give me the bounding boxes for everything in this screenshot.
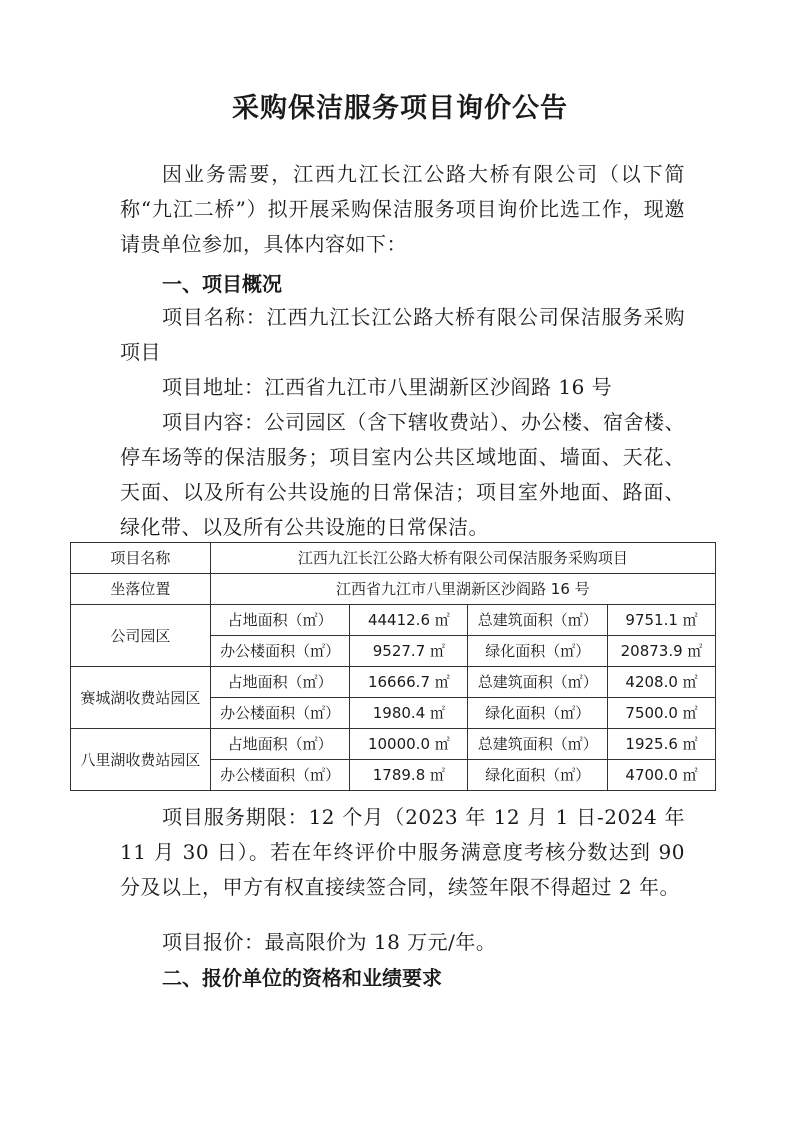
table-cell: 办公楼面积（㎡） <box>210 698 350 729</box>
table-cell: 江西九江长江公路大桥有限公司保洁服务采购项目 <box>210 543 715 574</box>
table-cell: 16666.7 ㎡ <box>350 667 468 698</box>
table-cell: 占地面积（㎡） <box>210 605 350 636</box>
table-cell: 公司园区 <box>71 605 211 667</box>
intro-paragraph: 因业务需要，江西九江长江公路大桥有限公司（以下简称“九江二桥”）拟开展采购保洁服务项目询价比选工作，现邀请贵单位参加，具体内容如下： <box>120 162 685 256</box>
table-cell: 7500.0 ㎡ <box>608 698 716 729</box>
table-cell: 项目名称 <box>71 543 211 574</box>
table-cell: 办公楼面积（㎡） <box>210 760 350 791</box>
table-row <box>71 729 716 760</box>
table-cell: 9527.7 ㎡ <box>350 636 468 667</box>
table-cell: 20873.9 ㎡ <box>608 636 716 667</box>
table-cell: 办公楼面积（㎡） <box>210 636 350 667</box>
project-info-table <box>70 542 716 791</box>
table-cell: 44412.6 ㎡ <box>350 605 468 636</box>
table-row <box>71 667 716 698</box>
table-cell: 绿化面积（㎡） <box>468 760 608 791</box>
table-cell: 坐落位置 <box>71 574 211 605</box>
table-cell: 总建筑面积（㎡） <box>468 729 608 760</box>
table-cell: 绿化面积（㎡） <box>468 698 608 729</box>
document-title: 采购保洁服务项目询价公告 <box>232 93 568 124</box>
table-cell: 占地面积（㎡） <box>210 667 350 698</box>
table-row <box>71 605 716 636</box>
project-name-paragraph: 项目名称：江西九江长江公路大桥有限公司保洁服务采购项目 <box>120 305 685 364</box>
table-row <box>71 543 716 574</box>
table-cell: 占地面积（㎡） <box>210 729 350 760</box>
table-cell: 总建筑面积（㎡） <box>468 667 608 698</box>
section-2-heading: 二、报价单位的资格和业绩要求 <box>162 966 442 990</box>
table-cell: 10000.0 ㎡ <box>350 729 468 760</box>
table-cell: 总建筑面积（㎡） <box>468 605 608 636</box>
service-period-paragraph: 项目服务期限：12 个月（2023 年 12 月 1 日-2024 年 11 月 30 日）。若在年终评价中服务满意度考核分数达到 90 分及以上，甲方有权直接续签合同，续签年限不得超过 2 年。 <box>120 805 685 899</box>
table-cell: 绿化面积（㎡） <box>468 636 608 667</box>
table-cell: 1925.6 ㎡ <box>608 729 716 760</box>
table-cell: 4700.0 ㎡ <box>608 760 716 791</box>
section-1-heading: 一、项目概况 <box>162 272 282 296</box>
project-content-paragraph: 项目内容：公司园区（含下辖收费站）、办公楼、宿舍楼、停车场等的保洁服务；项目室内公共区域地面、墙面、天花、天面、以及所有公共设施的日常保洁；项目室外地面、路面、绿化带、以及所有公共设施的日常保洁。 <box>120 410 685 539</box>
table-cell: 八里湖收费站园区 <box>71 729 211 791</box>
table-cell: 1980.4 ㎡ <box>350 698 468 729</box>
table-cell: 赛城湖收费站园区 <box>71 667 211 729</box>
table-row <box>71 574 716 605</box>
table-cell: 4208.0 ㎡ <box>608 667 716 698</box>
table-cell: 江西省九江市八里湖新区沙阎路 16 号 <box>210 574 715 605</box>
project-address-paragraph: 项目地址：江西省九江市八里湖新区沙阎路 16 号 <box>162 375 613 399</box>
table-cell: 9751.1 ㎡ <box>608 605 716 636</box>
price-paragraph: 项目报价：最高限价为 18 万元/年。 <box>162 930 497 954</box>
table-cell: 1789.8 ㎡ <box>350 760 468 791</box>
